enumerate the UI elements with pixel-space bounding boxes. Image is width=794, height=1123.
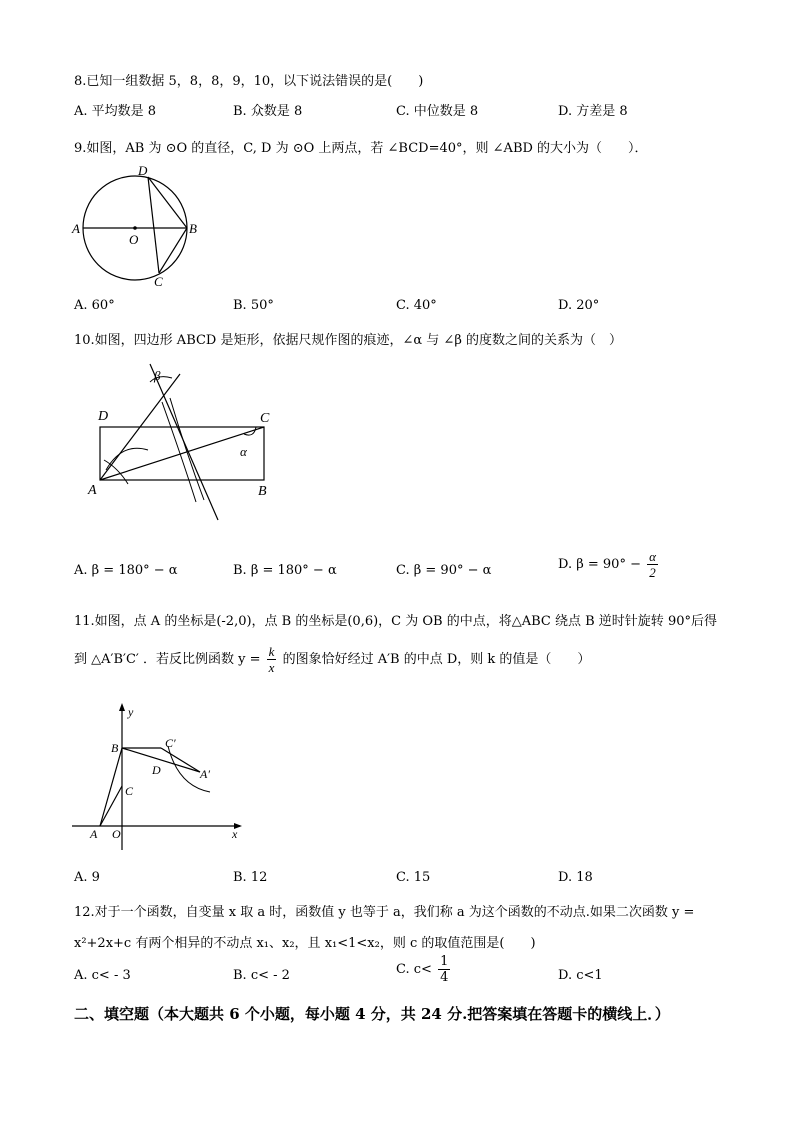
- q12-option-d: D. c<1: [558, 968, 603, 983]
- q11-label-y: y: [128, 705, 134, 719]
- q9-option-a: A. 60°: [74, 298, 115, 313]
- q9-circle-figure: [68, 160, 208, 292]
- q11-stem-numerator: k: [268, 644, 275, 659]
- q10-option-d-fraction: [647, 550, 658, 579]
- q9-label-b: B: [189, 221, 197, 236]
- q11-stem-fraction: [267, 645, 277, 674]
- q12-stem-line1: 12.对于一个函数，自变量 x 取 a 时，函数值 y 也等于 a，我们称 a 为这个函数的不动点.如果二次函数 y =: [74, 905, 695, 920]
- q9-label-d: D: [138, 163, 148, 178]
- q10-option-d-numerator: α: [649, 549, 656, 564]
- q11-stem-line2: [74, 645, 590, 674]
- q12-option-c-fraction: [438, 955, 450, 984]
- q12-option-b: B. c< - 2: [233, 968, 290, 983]
- q9-option-d: D. 20°: [558, 298, 600, 313]
- q11-label-x: x: [232, 827, 238, 841]
- q8-option-d: D. 方差是 8: [558, 104, 628, 119]
- q11-label-b: B: [111, 741, 119, 755]
- q8-option-b: B. 众数是 8: [233, 104, 303, 119]
- q11-option-a: A. 9: [74, 870, 100, 885]
- q10-label-b: B: [258, 484, 267, 499]
- q8-option-c: C. 中位数是 8: [396, 104, 479, 119]
- q11-coordinate-figure: [64, 700, 250, 852]
- q11-label-a: A: [90, 827, 98, 841]
- q10-label-beta: β: [154, 368, 161, 383]
- q9-option-c: C. 40°: [396, 298, 437, 313]
- q11-label-a-prime: A′: [200, 767, 210, 781]
- q11-label-d: D: [152, 763, 161, 777]
- q10-option-a: A. β = 180° − α: [74, 563, 178, 578]
- q12-option-a: A. c< - 3: [74, 968, 131, 983]
- q12-option-c-numerator: 1: [440, 954, 449, 969]
- q10-option-b: B. β = 180° − α: [233, 563, 337, 578]
- q11-option-d: D. 18: [558, 870, 593, 885]
- q11-stem-line1: 11.如图，点 A 的坐标是(-2,0)，点 B 的坐标是(0,6)，C 为 OB 的中点，将△ABC 绕点 B 逆时针旋转 90°后得: [74, 614, 717, 629]
- q12-option-c: [396, 955, 452, 984]
- q11-label-c: C: [125, 784, 134, 798]
- q10-label-d: D: [98, 409, 109, 424]
- q10-label-a: A: [88, 483, 97, 498]
- q8-option-a: A. 平均数是 8: [74, 104, 157, 119]
- q10-label-alpha: α: [240, 444, 247, 459]
- q11-option-b: B. 12: [233, 870, 268, 885]
- q10-stem: 10.如图，四边形 ABCD 是矩形，依据尺规作图的痕迹，∠α 与 ∠β 的度数之间的关系为（ ）: [74, 333, 622, 348]
- q10-label-c: C: [260, 411, 270, 426]
- q11-stem-denominator: x: [268, 660, 275, 675]
- q11-stem-line2-end: 的图象恰好经过 A′B 的中点 D，则 k 的值是（ ）: [282, 652, 591, 667]
- section-heading-fill-in: 二、填空题（本大题共 6 个小题，每小题 4 分，共 24 分.把答案填在答题卡的横线上．）: [74, 1005, 670, 1023]
- q11-label-c-prime: C′: [165, 736, 176, 750]
- q11-label-o: O: [112, 827, 121, 841]
- q10-option-d-denominator: 2: [649, 565, 656, 580]
- q9-label-a: A: [72, 221, 80, 236]
- q10-rectangle-figure: [84, 360, 284, 524]
- q11-stem-line2-start: 到 △A′B′C′ ．若反比例函数 y =: [74, 652, 261, 667]
- q10-option-d: [558, 550, 660, 579]
- q9-label-c: C: [154, 274, 163, 289]
- q12-stem-line2: x²+2x+c 有两个相异的不动点 x₁、x₂，且 x₁<1<x₂，则 c 的取值范围是( ): [74, 936, 536, 951]
- q11-option-c: C. 15: [396, 870, 431, 885]
- q12-option-c-denominator: 4: [440, 970, 449, 985]
- q8-stem: 8.已知一组数据 5，8，8，9，10，以下说法错误的是( ): [74, 74, 424, 89]
- q9-label-o: O: [129, 232, 139, 247]
- q9-option-b: B. 50°: [233, 298, 274, 313]
- q10-option-c: C. β = 90° − α: [396, 563, 492, 578]
- q9-stem: 9.如图，AB 为 ⊙O 的直径，C, D 为 ⊙O 上两点，若 ∠BCD=40°，则 ∠ABD 的大小为（ ）．: [74, 141, 648, 156]
- q10-option-d-prefix: D. β = 90° −: [558, 557, 641, 572]
- q12-option-c-prefix: C. c<: [396, 962, 432, 977]
